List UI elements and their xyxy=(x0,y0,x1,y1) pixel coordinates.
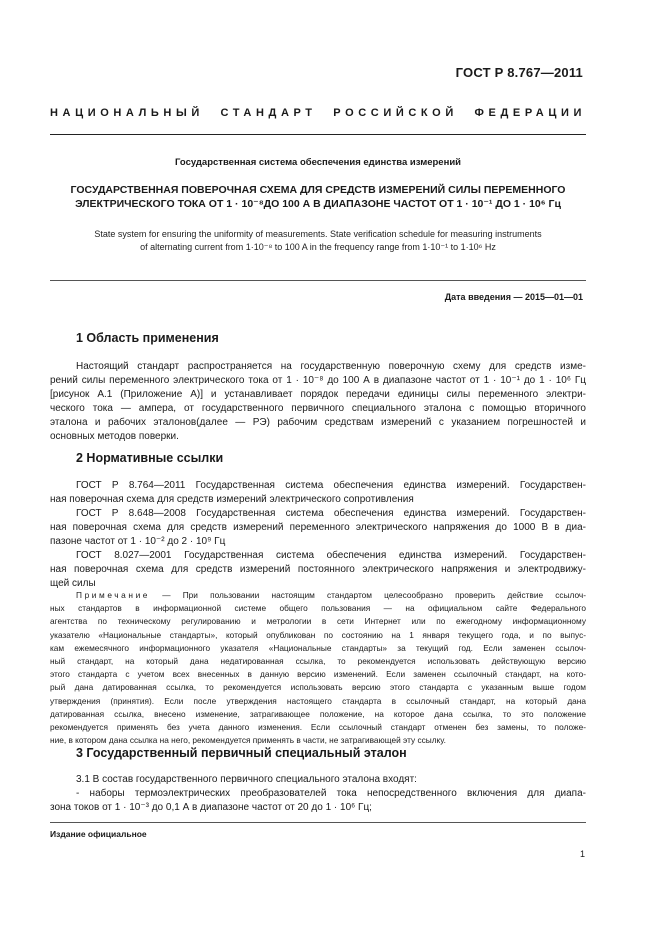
reference-line: ная поверочная схема для средств измерений постоянного электрического напряжения и электродвижу- xyxy=(50,564,586,575)
english-title xyxy=(50,228,586,254)
text-line: Настоящий стандарт распространяется на государственную поверочную схему для средств изме- xyxy=(76,361,586,372)
text-line: рений силы переменного электрического тока от 1 · 10⁻⁸ до 100 А в диапазоне частот от 1 · 10⁻¹ до 1 · 10⁶ Гц xyxy=(50,375,586,386)
text-line: зона токов от 1 · 10⁻³ до 0,1 А в диапазоне частот от 20 до 1 · 10⁶ Гц; xyxy=(50,802,372,813)
header-divider xyxy=(50,134,586,135)
note-label: Примечание xyxy=(76,590,151,600)
section-3-body xyxy=(50,773,586,815)
note-line: ный стандарт, на который дана недатированная ссылка, то рекомендуется использовать действующую версию xyxy=(50,656,586,667)
note-line: рый дана датированная ссылка, то рекомендуется использовать версию этого стандарта с указанным выше годом xyxy=(50,682,586,693)
reference-line: ная поверочная схема для средств измерений переменного электрического напряжения до 1000 В в диа- xyxy=(50,522,586,533)
note-line: ных стандартов в информационной системе общего пользования — на официальном сайте Федерального xyxy=(50,603,586,614)
section-1-heading: 1 Область применения xyxy=(76,331,219,345)
system-title: Государственная система обеспечения единства измерений xyxy=(174,157,462,168)
text-line: эталона и рабочих эталонов(далее — РЭ) рабочим средствам измерений с указанием погрешностей и xyxy=(50,417,586,428)
main-title-line: ГОСУДАРСТВЕННАЯ ПОВЕРОЧНАЯ СХЕМА ДЛЯ СРЕДСТВ ИЗМЕРЕНИЙ СИЛЫ ПЕРЕМЕННОГО xyxy=(70,184,566,196)
national-standard-banner: НАЦИОНАЛЬНЫЙ СТАНДАРТ РОССИЙСКОЙ ФЕДЕРАЦИИ xyxy=(50,107,586,119)
text-line: 3.1 В состав государственного первичного специального эталона входят: xyxy=(76,774,417,785)
reference-line: ная поверочная схема для средств измерений электрического сопротивления xyxy=(50,494,414,505)
section-2-body xyxy=(50,479,586,591)
introduction-date: Дата введения — 2015—01—01 xyxy=(444,292,583,302)
note-line: утверждения (принятия). Если после утверждения настоящего стандарта в ссылочный стандарт, на который дана xyxy=(50,695,586,706)
note-line: кам ежемесячного информационного указателя «Национальные стандарты» за текущий год. Если заменен ссылоч- xyxy=(50,642,586,653)
note-line: указателю «Национальные стандарты», который опубликован по состоянию на 1 января текущего года, и по выпус- xyxy=(50,629,586,640)
reference-line: ГОСТ 8.027—2001 Государственная система обеспечения единства измерений. Государствен- xyxy=(76,550,586,561)
reference-line: щей силы xyxy=(50,578,96,589)
edition-label: Издание официальное xyxy=(50,829,147,839)
section-2-note xyxy=(50,589,586,747)
text-line: - наборы термоэлектрических преобразователей тока непосредственного включения для диапа- xyxy=(76,788,586,799)
footer-divider xyxy=(50,822,586,823)
main-title xyxy=(50,183,586,211)
page-number: 1 xyxy=(579,849,585,859)
reference-line: пазоне частот от 1 · 10⁻² до 2 · 10⁹ Гц xyxy=(50,536,226,547)
note-line: агентства по техническому регулированию и метрологии в сети Интернет или по ежегодному информационному xyxy=(50,616,586,627)
text-line: основных методов поверки. xyxy=(50,431,179,442)
note-line: Примечание — При пользовании настоящим стандартом целесообразно проверить действие ссылоч- xyxy=(76,590,586,600)
text-line: [рисунок А.1 (Приложение А)] и устанавливает порядок передачи единицы силы переменного электри- xyxy=(50,389,586,400)
section-1-body xyxy=(50,360,586,444)
section-3-heading: 3 Государственный первичный специальный эталон xyxy=(76,746,407,760)
title-divider xyxy=(50,280,586,281)
note-line: рекомендуется применять без учета данного изменения. Если ссылочный стандарт отменен без замены, то положе- xyxy=(50,722,586,733)
main-title-line: ЭЛЕКТРИЧЕСКОГО ТОКА ОТ 1 · 10⁻⁸ДО 100 А В ДИАПАЗОНЕ ЧАСТОТ ОТ 1 · 10⁻¹ ДО 1 · 10⁶ Гц xyxy=(75,198,561,210)
note-line: этого стандарта с учетом всех внесенных в данную версию изменений. Если заменен ссылочный стандарт, на кото- xyxy=(50,669,586,680)
section-2-heading: 2 Нормативные ссылки xyxy=(76,451,224,465)
reference-line: ГОСТ Р 8.764—2011 Государственная система обеспечения единства измерений. Государствен- xyxy=(76,480,586,491)
text-line: ческого тока — ампера, от государственного первичного специального эталона с помощью вторичного xyxy=(50,403,586,414)
note-line: датированная ссылка, внесено изменение, затрагивающее положение, на которое дана ссылка, то это положение xyxy=(50,708,586,719)
english-title-line: of alternating current from 1·10⁻⁸ to 100 A in the frequency range from 1·10⁻¹ to 1·10⁶ Hz xyxy=(140,242,496,252)
document-number: ГОСТ Р 8.767—2011 xyxy=(455,65,583,80)
note-line: ние, в котором дана ссылка на него, рекомендуется применять в части, не затрагивающей эту ссылку. xyxy=(50,735,446,746)
english-title-line: State system for ensuring the uniformity of measurements. State verification schedule for measuring instruments xyxy=(94,229,542,239)
reference-line: ГОСТ Р 8.648—2008 Государственная система обеспечения единства измерений. Государствен- xyxy=(76,508,586,519)
